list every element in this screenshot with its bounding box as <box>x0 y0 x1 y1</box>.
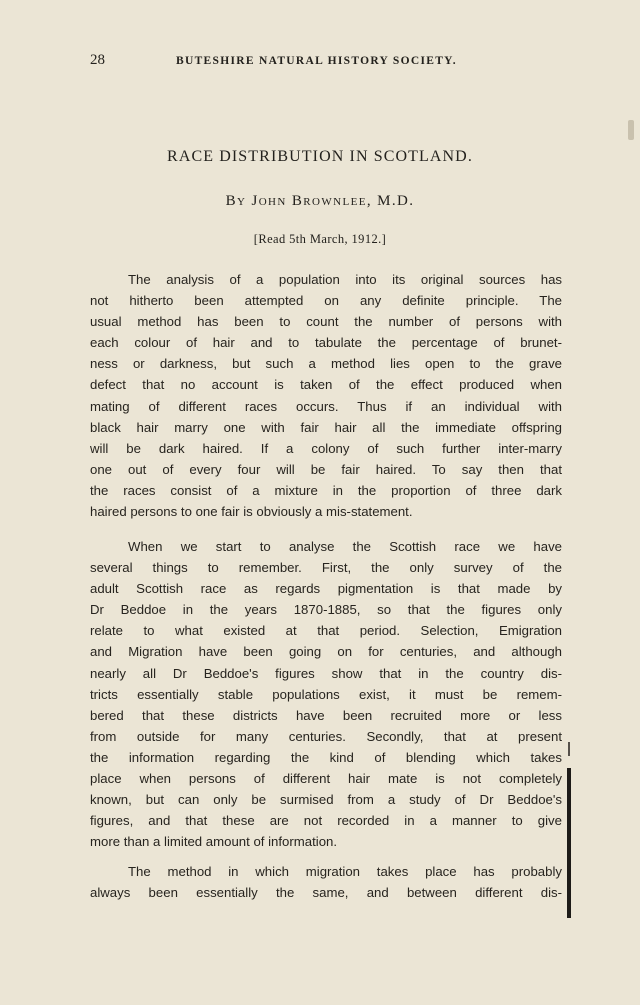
text-line: Dr Beddoe in the years 1870-1885, so that the figures only <box>90 602 562 618</box>
text-line: one out of every four will be fair haired. To say then that <box>90 461 562 477</box>
text-line: figures, and that these are not recorded in a manner to give <box>90 813 562 829</box>
text-line: adult Scottish race as regards pigmentation is that made by <box>90 581 562 597</box>
text-line: defect that no account is taken of the effect produced when <box>90 377 562 393</box>
text-line: always been essentially the same, and between different dis- <box>90 885 562 901</box>
page-edge-mark <box>628 120 634 140</box>
text-line: relate to what existed at that period. Selection, Emigration <box>90 623 562 639</box>
text-line: haired persons to one fair is obviously a mis-statement. <box>90 504 413 520</box>
text-line: ness or darkness, but such a method lies open to the grave <box>90 356 562 372</box>
text-line: The method in which migration takes place has probably <box>128 864 562 879</box>
text-line: nearly all Dr Beddoe's figures show that in the country dis- <box>90 665 562 681</box>
text-line: and Migration have been going on for centuries, and although <box>90 644 562 660</box>
text-line: When we start to analyse the Scottish race we have <box>128 539 562 554</box>
journal-title: BUTESHIRE NATURAL HISTORY SOCIETY. <box>176 55 457 67</box>
paragraph-3 <box>90 861 562 903</box>
text-line: the information regarding the kind of blending which takes <box>90 749 562 765</box>
text-line: place when persons of different hair mate is not completely <box>90 771 562 787</box>
text-line: will be dark haired. If a colony of such further inter-marry <box>90 440 562 456</box>
text-line: bered that these districts have been recruited more or less <box>90 707 562 723</box>
author-byline: By John Brownlee, M.D. <box>225 193 415 209</box>
text-line: each colour of hair and to tabulate the percentage of brunet- <box>90 335 562 351</box>
article-title: RACE DISTRIBUTION IN SCOTLAND. <box>167 148 473 165</box>
text-line: usual method has been to count the number of persons with <box>90 314 562 330</box>
text-line: The analysis of a population into its original sources has <box>128 272 562 287</box>
text-line: known, but can only be surmised from a study of Dr Beddoe's <box>90 792 562 808</box>
text-line: several things to remember. First, the only survey of the <box>90 560 562 576</box>
paragraph-2 <box>90 536 562 852</box>
running-head <box>90 52 560 72</box>
read-date: [Read 5th March, 1912.] <box>253 232 387 246</box>
text-line: tricts essentially stable populations exist, it must be remem- <box>90 686 562 702</box>
text-line: black hair marry one with fair hair all the immediate offspring <box>90 419 562 435</box>
text-line: mating of different races occurs. Thus if an individual with <box>90 398 562 414</box>
page-number: 28 <box>90 52 105 68</box>
text-line: more than a limited amount of information. <box>90 834 338 850</box>
margin-rule-mark <box>567 768 571 918</box>
text-line: the races consist of a mixture in the proportion of three dark <box>90 482 562 498</box>
text-line: from outside for many centuries. Secondly, that at present <box>90 728 562 744</box>
text-line: not hitherto been attempted on any definite principle. The <box>90 293 562 309</box>
margin-tick-mark <box>568 742 570 756</box>
paragraph-1 <box>90 269 562 522</box>
